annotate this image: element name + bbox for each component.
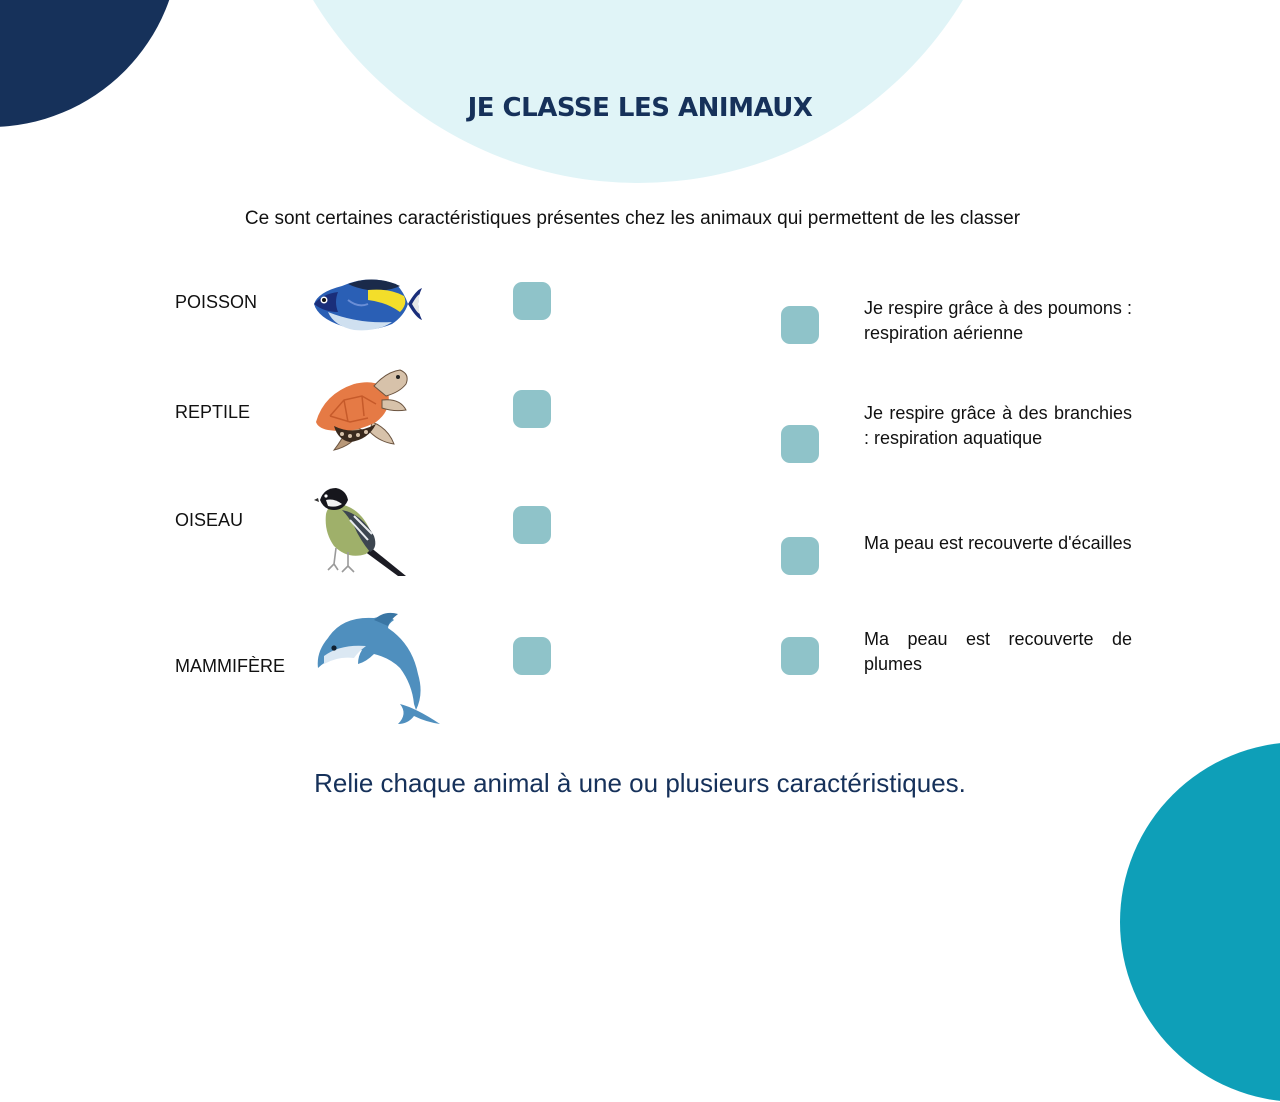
connect-dot-feature-2[interactable]	[781, 425, 819, 463]
connect-dot-reptile[interactable]	[513, 390, 551, 428]
feature-text-respiration-aerienne: Je respire grâce à des poumons : respiration aérienne	[864, 298, 1132, 343]
feature-text-plumes: Ma peau est recouverte de plumes	[864, 629, 1132, 674]
feature-text-respiration-aquatique: Je respire grâce à des branchies : respiration aquatique	[864, 403, 1132, 448]
animal-label-mammifere: MAMMIFÈRE	[175, 656, 285, 676]
feature-text-ecailles: Ma peau est recouverte d'écailles	[864, 533, 1132, 553]
connect-dot-oiseau[interactable]	[513, 506, 551, 544]
page-title: JE CLASSE LES ANIMAUX	[467, 93, 813, 123]
connect-dot-mammifere[interactable]	[513, 637, 551, 675]
animal-label-oiseau: OISEAU	[175, 510, 244, 530]
intro-text: Ce sont certaines caractéristiques présentes chez les animaux qui permettent de les classer	[244, 208, 1021, 229]
turtle-icon	[310, 366, 410, 452]
connect-dot-feature-3[interactable]	[781, 537, 819, 575]
connect-dot-feature-4[interactable]	[781, 637, 819, 675]
bird-icon	[314, 486, 412, 578]
instruction-text: Relie chaque animal à une ou plusieurs caractéristiques.	[314, 768, 966, 798]
fish-icon	[308, 272, 426, 336]
connect-dot-poisson[interactable]	[513, 282, 551, 320]
dolphin-icon	[314, 612, 442, 728]
connect-dot-feature-1[interactable]	[781, 306, 819, 344]
animal-label-poisson: POISSON	[175, 292, 258, 312]
decorative-circle-top-center	[258, 0, 1018, 183]
animal-label-reptile: REPTILE	[175, 402, 251, 422]
